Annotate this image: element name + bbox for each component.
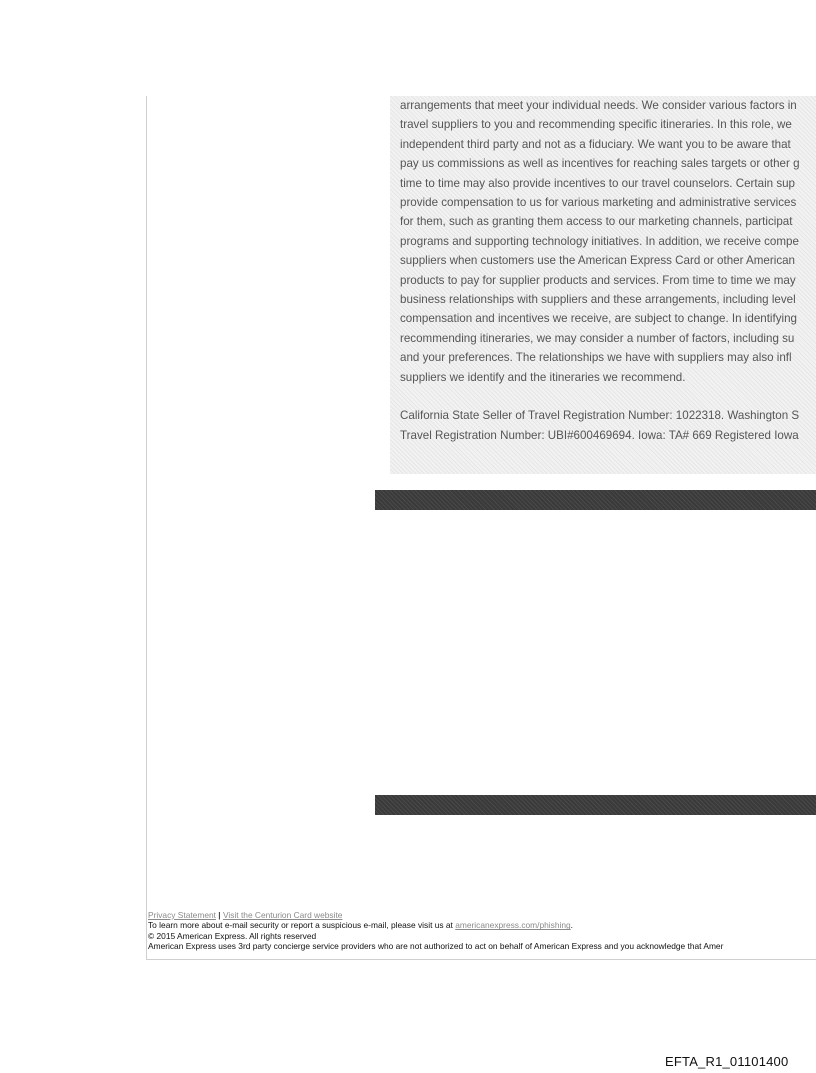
disclosure-line: programs and supporting technology initiatives. In addition, we receive compe xyxy=(400,234,799,248)
phishing-link[interactable]: americanexpress.com/phishing xyxy=(455,920,571,931)
disclosure-line: suppliers we identify and the itineraries we recommend. xyxy=(400,370,686,384)
document-id: EFTA_R1_01101400 xyxy=(665,1054,789,1069)
registration-line: California State Seller of Travel Registration Number: 1022318. Washington S xyxy=(400,409,800,423)
privacy-statement-link[interactable]: Privacy Statement xyxy=(148,910,216,920)
disclosure-line: business relationships with suppliers and these arrangements, including level xyxy=(400,293,796,307)
section-divider-bar xyxy=(375,795,816,815)
security-notice xyxy=(148,920,816,930)
disclosure-line: and your preferences. The relationships we have with suppliers may also infl xyxy=(400,351,792,365)
concierge-disclaimer: American Express uses 3rd party concierge service providers who are not authorized to act on behalf of American Express and you acknowledge that Amer xyxy=(148,941,724,952)
centurion-card-link[interactable]: Visit the Centurion Card website xyxy=(222,910,343,920)
disclosure-line: compensation and incentives we receive, are subject to change. In identifying xyxy=(400,312,798,326)
disclosure-panel xyxy=(390,96,816,474)
paragraph-gap xyxy=(400,387,816,406)
link-separator: | xyxy=(218,910,221,920)
disclosure-line: products to pay for supplier products and services. From time to time we may xyxy=(400,273,796,287)
copyright-text: © 2015 American Express. All rights reserved xyxy=(148,930,317,941)
registration-line: Travel Registration Number: UBI#600469694. Iowa: TA# 669 Registered Iowa xyxy=(400,428,799,442)
disclosure-line: provide compensation to us for various marketing and administrative services xyxy=(400,196,797,210)
email-footer xyxy=(148,910,816,952)
disclosure-line: arrangements that meet your individual needs. We consider various factors in xyxy=(400,99,797,112)
disclosure-line: travel suppliers to you and recommending specific itineraries. In this role, we xyxy=(400,118,792,132)
disclosure-line: pay us commissions as well as incentives for reaching sales targets or other g xyxy=(400,157,800,171)
footer-links-row xyxy=(148,910,816,920)
disclosure-line: recommending itineraries, we may consider a number of factors, including su xyxy=(400,331,795,345)
disclosure-line: for them, such as granting them access to our marketing channels, participat xyxy=(400,215,793,229)
disclosure-line: time to time may also provide incentives to our travel counselors. Certain sup xyxy=(400,176,796,190)
security-text: To learn more about e-mail security or report a suspicious e-mail, please visit us at xyxy=(148,920,453,931)
section-divider-bar xyxy=(375,490,816,510)
disclosure-text xyxy=(400,96,816,445)
security-end: . xyxy=(570,920,573,931)
disclosure-line: suppliers when customers use the American Express Card or other American xyxy=(400,254,796,268)
disclosure-line: independent third party and not as a fiduciary. We want you to be aware that xyxy=(400,137,791,151)
